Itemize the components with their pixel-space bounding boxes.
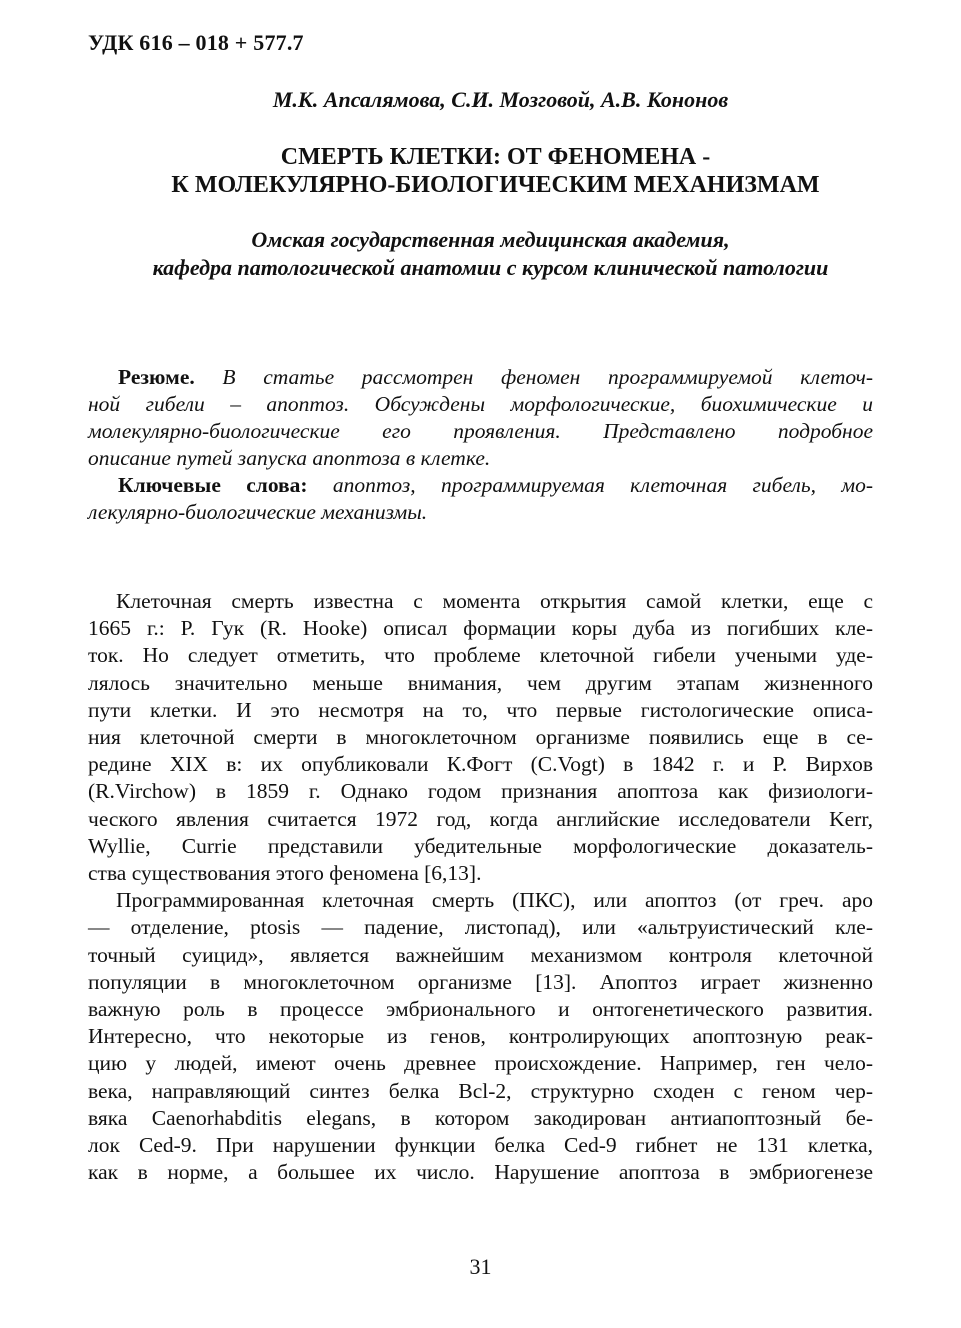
- body-line: ства существования этого феномена [6,13].: [88, 861, 482, 886]
- paragraph-2: [88, 887, 873, 1186]
- abstract-line: ной гибели – апоптоз. Обсуждены морфологические, биохимические и: [88, 392, 873, 416]
- affiliation-line: Омская государственная медицинская академия,: [251, 227, 730, 252]
- abstract-label: Резюме.: [118, 365, 195, 389]
- paragraph-1: [88, 588, 873, 887]
- article-title: [0, 143, 961, 199]
- body-line: вяка Caenorhabditis elegans, в котором закодирован антиапоптозный бе-: [88, 1105, 873, 1130]
- keywords-text: апоптоз, программируемая клеточная гибель, мо-: [307, 473, 874, 497]
- keywords-line: [88, 472, 873, 499]
- affiliation-line: кафедра патологической анатомии с курсом клинической патологии: [152, 255, 829, 280]
- body-line: пути клетки. И это несмотря на то, что первые гистологические описа-: [88, 697, 873, 722]
- body-line: ческого явления считается 1972 год, когда английские исследователи Kerr,: [88, 806, 873, 831]
- abstract-line: [88, 364, 873, 391]
- body-line: точный суицид», является важнейшим механизмом контроля клеточной: [88, 942, 873, 967]
- body-line: Программированная клеточная смерть (ПКС), или апоптоз (от греч. apo: [116, 888, 873, 913]
- body-line: популяции в многоклеточном организме [13]. Апоптоз играет жизненно: [88, 969, 873, 994]
- abstract-line: молекулярно-биологические его проявления. Представлено подробное: [88, 419, 873, 443]
- body-line: лок Ced-9. При нарушении функции белка Ced-9 гибнет не 131 клетка,: [88, 1133, 873, 1158]
- title-line: К МОЛЕКУЛЯРНО-БИОЛОГИЧЕСКИМ МЕХАНИЗМАМ: [171, 172, 820, 198]
- abstract-text: В статье рассмотрен феномен программируемой клеточ-: [194, 365, 873, 389]
- article-authors: М.К. Апсалямова, С.И. Мозговой, А.В. Кононов: [272, 87, 729, 112]
- body-line: цию у людей, имеют очень древнее происхождение. Например, ген чело-: [88, 1051, 873, 1076]
- page-number: 31: [469, 1254, 492, 1279]
- body-line: лялось значительно меньше внимания, чем другим этапам жизненного: [88, 670, 873, 695]
- title-line: СМЕРТЬ КЛЕТКИ: ОТ ФЕНОМЕНА -: [280, 144, 711, 170]
- body-line: ток. Но следует отметить, что проблеме клеточной гибели учеными уде-: [88, 643, 873, 668]
- body-line: — отделение, ptosis — падение, листопад), или «альтруистический кле-: [88, 915, 873, 940]
- body-line: важную роль в процессе эмбрионального и онтогенетического развития.: [88, 997, 873, 1022]
- body-line: Интересно, что некоторые из генов, контролирующих апоптозную реак-: [88, 1024, 873, 1049]
- udk-code: УДК 616 – 018 + 577.7: [88, 30, 304, 55]
- abstract-block: [88, 364, 873, 526]
- body-line: 1665 г.: Р. Гук (R. Hooke) описал формации коры дуба из погибших кле-: [88, 616, 873, 641]
- keywords-line: лекулярно-биологические механизмы.: [88, 500, 428, 524]
- article-body: [88, 588, 873, 1186]
- body-line: Wyllie, Currie представили убедительные морфологические доказатель-: [88, 833, 873, 858]
- affiliation: [0, 226, 961, 282]
- body-line: века, направляющий синтез белка Bcl-2, структурно сходен с геном чер-: [88, 1078, 873, 1103]
- body-line: как в норме, а большее их число. Нарушение апоптоза в эмбриогенезе: [88, 1160, 873, 1185]
- body-line: редине XIX в: их опубликовали К.Фогт (C.Vogt) в 1842 г. и Р. Вирхов: [88, 752, 873, 777]
- abstract-line: описание путей запуска апоптоза в клетке.: [88, 446, 491, 470]
- body-line: Клеточная смерть известна с момента открытия самой клетки, еще с: [116, 589, 873, 613]
- body-line: ния клеточной смерти в многоклеточном организме появились еще в се-: [88, 725, 873, 750]
- body-line: (R.Virchow) в 1859 г. Однако годом признания апоптоза как физиологи-: [88, 779, 873, 804]
- keywords-label: Ключевые слова:: [118, 473, 308, 497]
